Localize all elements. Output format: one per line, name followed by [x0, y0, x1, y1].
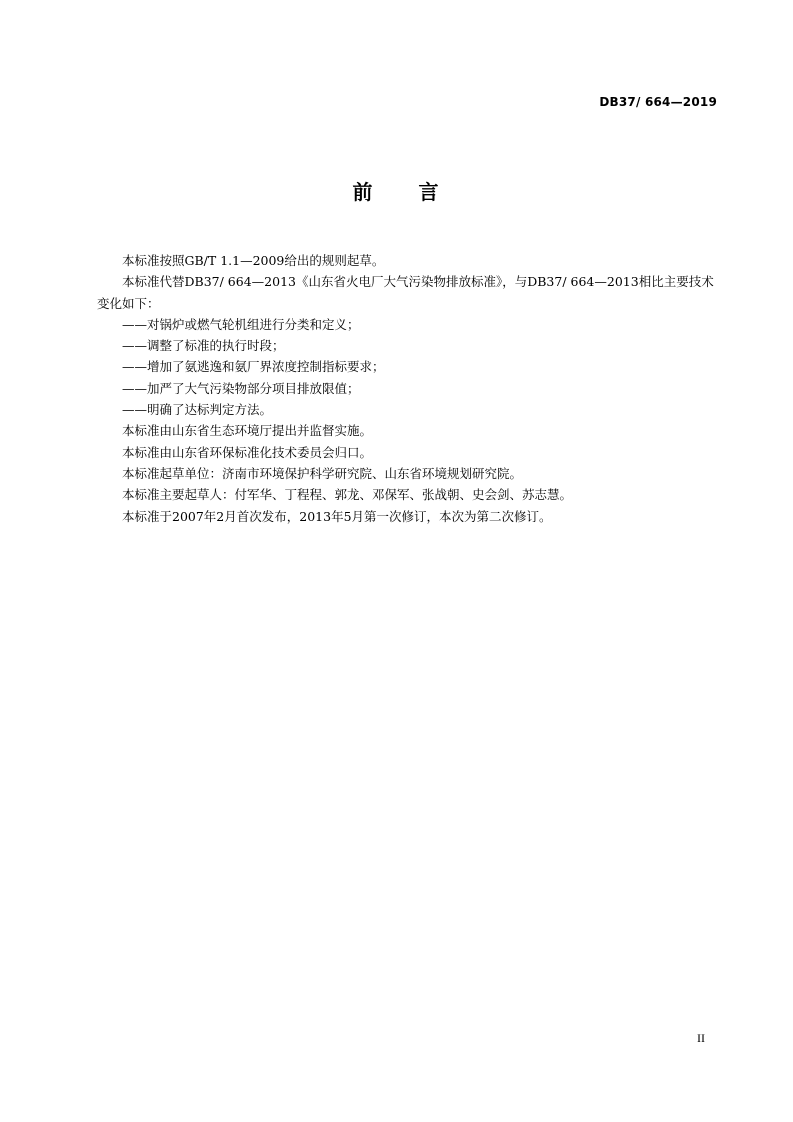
paragraph-drafters: 本标准主要起草人：付军华、丁程程、郭龙、邓保军、张战朝、史会剑、苏志慧。 — [122, 487, 573, 503]
paragraph-history: 本标准于2007年2月首次发布，2013年5月第一次修订，本次为第二次修订。 — [122, 508, 552, 524]
paragraph-drafting-units: 本标准起草单位：济南市环境保护科学研究院、山东省环境规划研究院。 — [122, 465, 523, 481]
standard-code: DB37/ 664—2019 — [599, 95, 717, 109]
change-item: ——增加了氨逃逸和氨厂界浓度控制指标要求； — [122, 359, 385, 375]
paragraph-committee: 本标准由山东省环保标准化技术委员会归口。 — [122, 444, 373, 460]
change-item: ——加严了大气污染物部分项目排放限值； — [122, 380, 360, 396]
change-item: ——明确了达标判定方法。 — [122, 402, 273, 418]
paragraph-drafting-rules: 本标准按照GB/T 1.1—2009给出的规则起草。 — [122, 253, 385, 268]
paragraph-replacement: 本标准代替DB37/ 664—2013《山东省火电厂大气污染物排放标准》，与DB37/ 664—2013相比主要技术变化如下： — [97, 274, 714, 311]
change-item: ——调整了标准的执行时段； — [122, 338, 285, 354]
page-number: II — [697, 1031, 705, 1045]
paragraph-proposer: 本标准由山东省生态环境厅提出并监督实施。 — [122, 423, 373, 439]
change-item: ——对锅炉或燃气轮机组进行分类和定义； — [122, 316, 360, 332]
foreword-body — [97, 250, 719, 527]
page-title: 前 言 — [352, 180, 441, 204]
